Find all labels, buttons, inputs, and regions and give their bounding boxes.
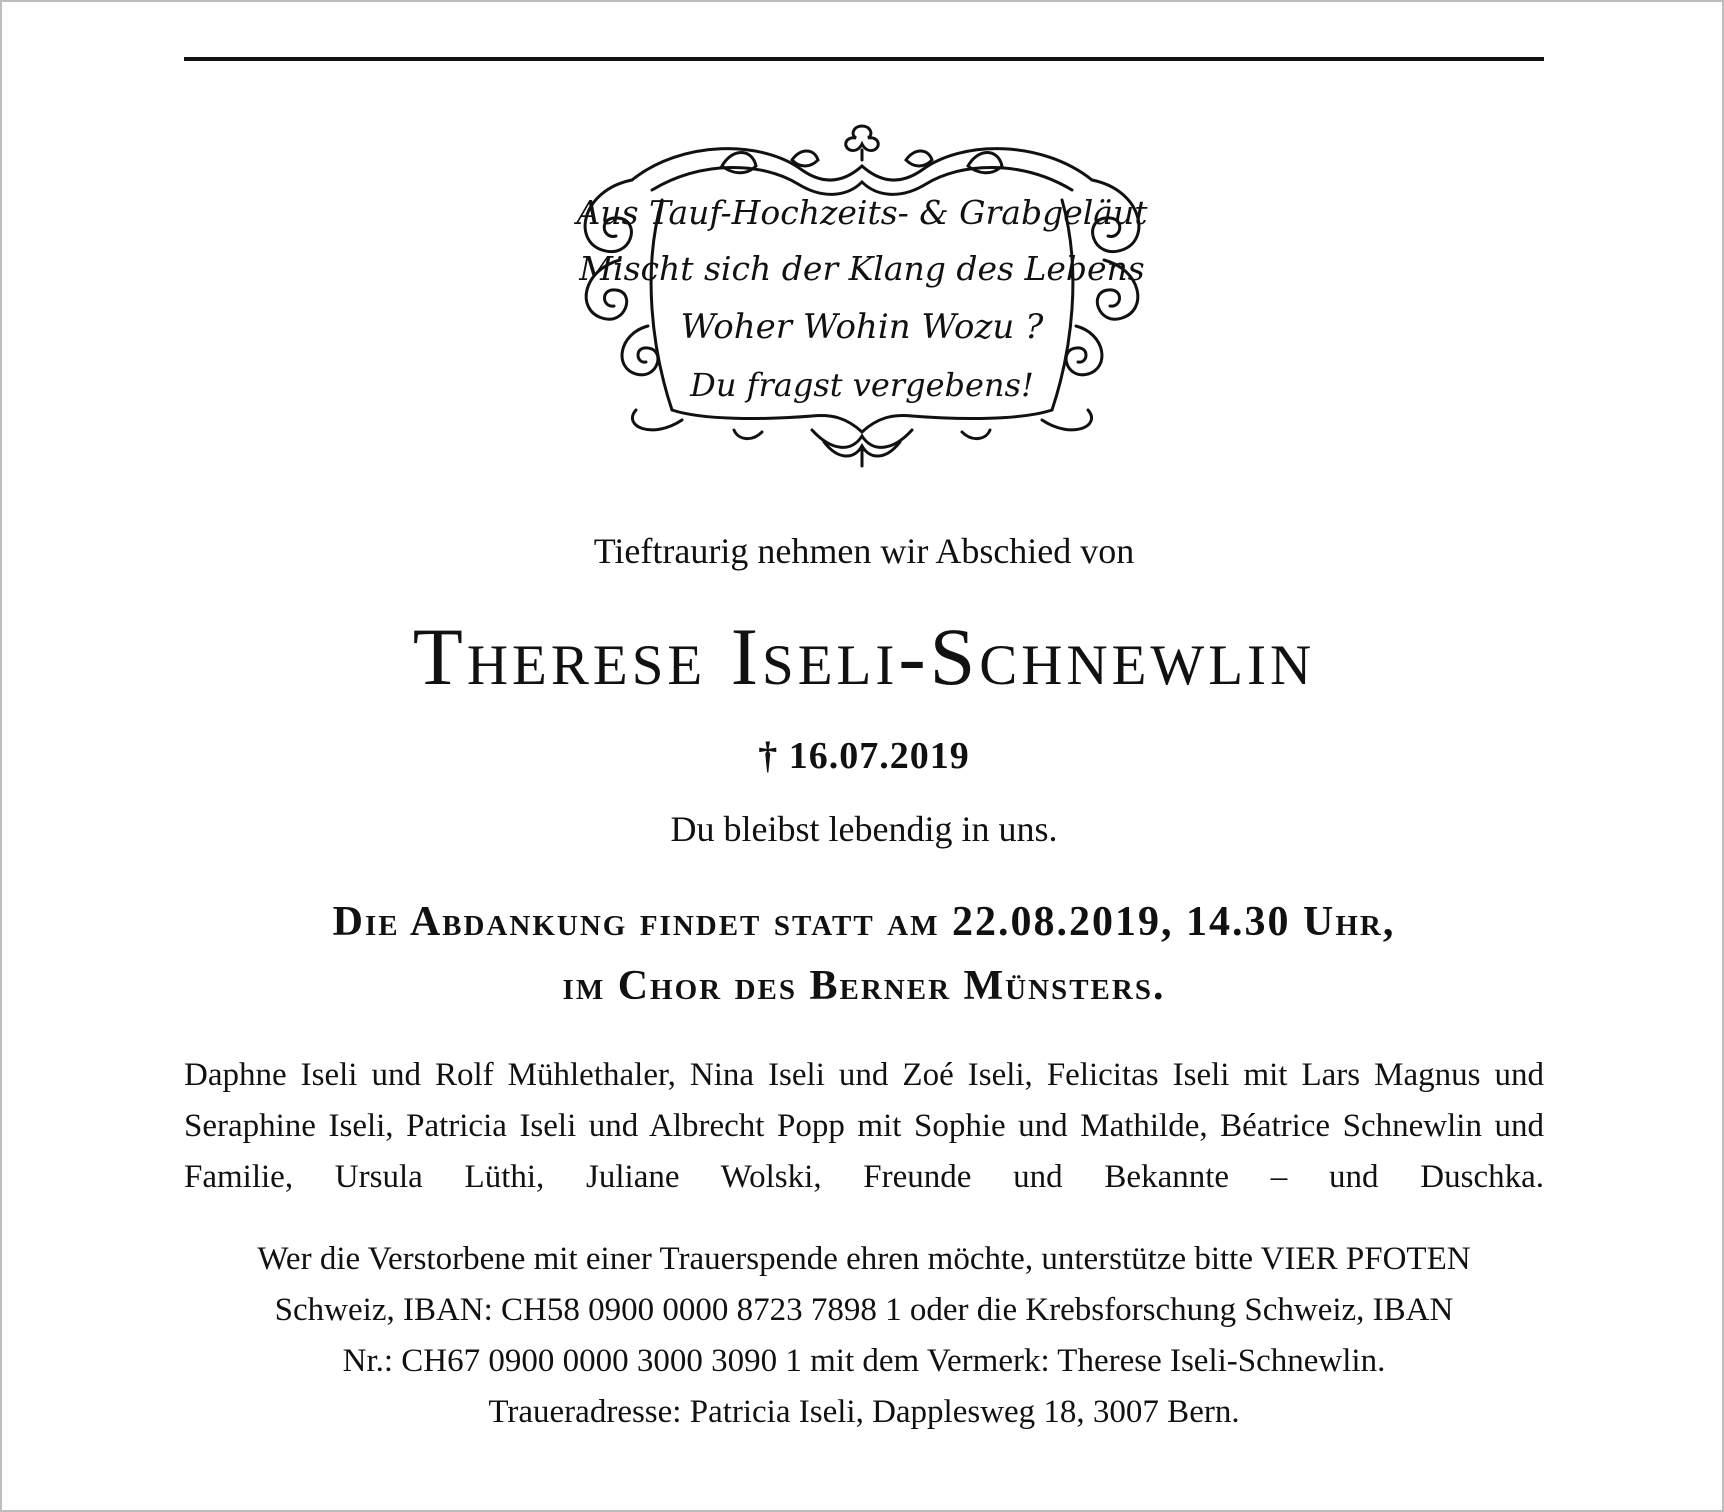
mourning-address: Traueradresse: Patricia Iseli, Dapplesweg 18, 3007 Bern. (488, 1394, 1240, 1430)
motto-text: Du bleibst lebendig in uns. (670, 809, 1058, 849)
verse-line-3: Woher Wohin Wozu ? (680, 307, 1044, 347)
donation-line-2: Schweiz, IBAN: CH58 0900 0000 8723 7898 1 oder die Krebsforschung Schweiz, IBAN (274, 1292, 1454, 1328)
top-rule (184, 57, 1544, 61)
donation-line-3: Nr.: CH67 0900 0000 3000 3090 1 mit dem Vermerk: Therese Iseli-Schnewlin. (342, 1343, 1386, 1379)
service-announcement (184, 890, 1544, 1018)
deceased-name: Therese Iseli-Schnewlin (412, 611, 1316, 702)
service-line-2: im Chor des Berner Münsters. (562, 963, 1166, 1009)
scroll-ornament-graphic (562, 120, 1162, 472)
donation-paragraph (184, 1234, 1544, 1438)
service-line-1: Die Abdankung findet statt am 22.08.2019, 14.30 Uhr, (332, 899, 1396, 945)
verse-line-2: Mischt sich der Klang des Lebens (579, 249, 1145, 288)
verse-line-4: Du fragst vergebens! (690, 366, 1034, 404)
verse-line-1: Aus Tauf-Hochzeits- & Grabgeläut (576, 193, 1148, 232)
death-date: † 16.07.2019 (758, 735, 970, 777)
donation-line-1: Wer die Verstorbene mit einer Trauerspende ehren möchte, unterstütze bitte VIER PFOTEN (257, 1241, 1471, 1277)
mourners-paragraph: Daphne Iseli und Rolf Mühlethaler, Nina Iseli und Zoé Iseli, Felicitas Iseli mit Lars Magnus und Seraphine Iseli, Patricia Iseli und Albrecht Popp mit Sophie und Mathilde, Béatrice Schnewlin und Familie, Ursula Lüthi, Juliane Wolski, Freunde und Bekannte – und Duschka. (184, 1057, 1544, 1195)
ornamental-verse-frame (562, 120, 1162, 472)
intro-text: Tieftraurig nehmen wir Abschied von (593, 531, 1135, 571)
